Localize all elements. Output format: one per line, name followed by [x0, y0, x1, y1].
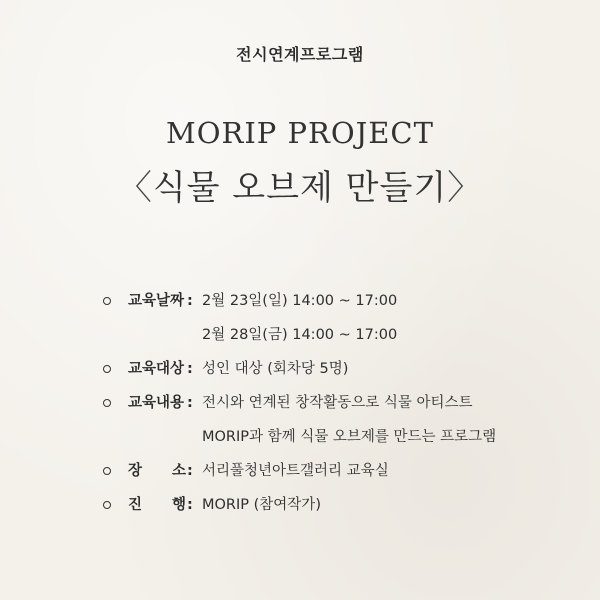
info-row-content-continued: [0, 424, 600, 458]
content-value-2: MORIP과 함께 식물 오브제를 만드는 프로그램: [202, 429, 497, 445]
date-label: 교육날짜: [128, 293, 185, 309]
close-angle-bracket: 〉: [447, 168, 483, 208]
info-row-date: [0, 288, 600, 322]
audience-colon: :: [187, 361, 193, 377]
bullet-circle-icon: [103, 399, 111, 407]
info-row-host: [0, 492, 600, 526]
bullet-circle-icon: [103, 365, 111, 373]
host-label-char-2: 행: [171, 497, 186, 513]
bullet-circle-icon: [103, 467, 111, 475]
open-angle-bracket: 〈: [117, 168, 153, 208]
subtitle-text: 식물 오브제 만들기: [152, 168, 448, 208]
info-row-content: [0, 390, 600, 424]
program-info-list: [0, 288, 600, 526]
content-value-1: 전시와 연계된 창작활동으로 식물 아티스트: [202, 395, 473, 411]
place-label-char-2: 소: [171, 463, 186, 479]
program-subtitle: [0, 160, 600, 209]
host-value: MORIP (참여작가): [202, 497, 321, 513]
content-colon: :: [187, 395, 193, 411]
host-colon: :: [187, 497, 193, 513]
project-title: MORIP PROJECT: [166, 116, 434, 150]
host-label-char-1: 진: [128, 497, 143, 513]
place-label-char-1: 장: [128, 463, 143, 479]
info-row-audience: [0, 356, 600, 390]
audience-value: 성인 대상 (회차당 5명): [202, 361, 349, 377]
content-label: 교육내용: [128, 395, 185, 411]
place-value: 서리풀청년아트갤러리 교육실: [202, 463, 389, 479]
host-label: [128, 492, 186, 518]
bullet-circle-icon: [103, 297, 111, 305]
date-value-1: 2월 23일(일) 14:00 ~ 17:00: [202, 293, 398, 309]
date-value-2: 2월 28일(금) 14:00 ~ 17:00: [202, 327, 398, 343]
place-label: [128, 458, 186, 484]
audience-label: 교육대상: [128, 361, 185, 377]
bullet-circle-icon: [103, 501, 111, 509]
info-row-place: [0, 458, 600, 492]
date-colon: :: [187, 293, 193, 309]
info-row-date-continued: [0, 322, 600, 356]
place-colon: :: [187, 463, 193, 479]
program-label: 전시연계프로그램: [236, 45, 364, 64]
